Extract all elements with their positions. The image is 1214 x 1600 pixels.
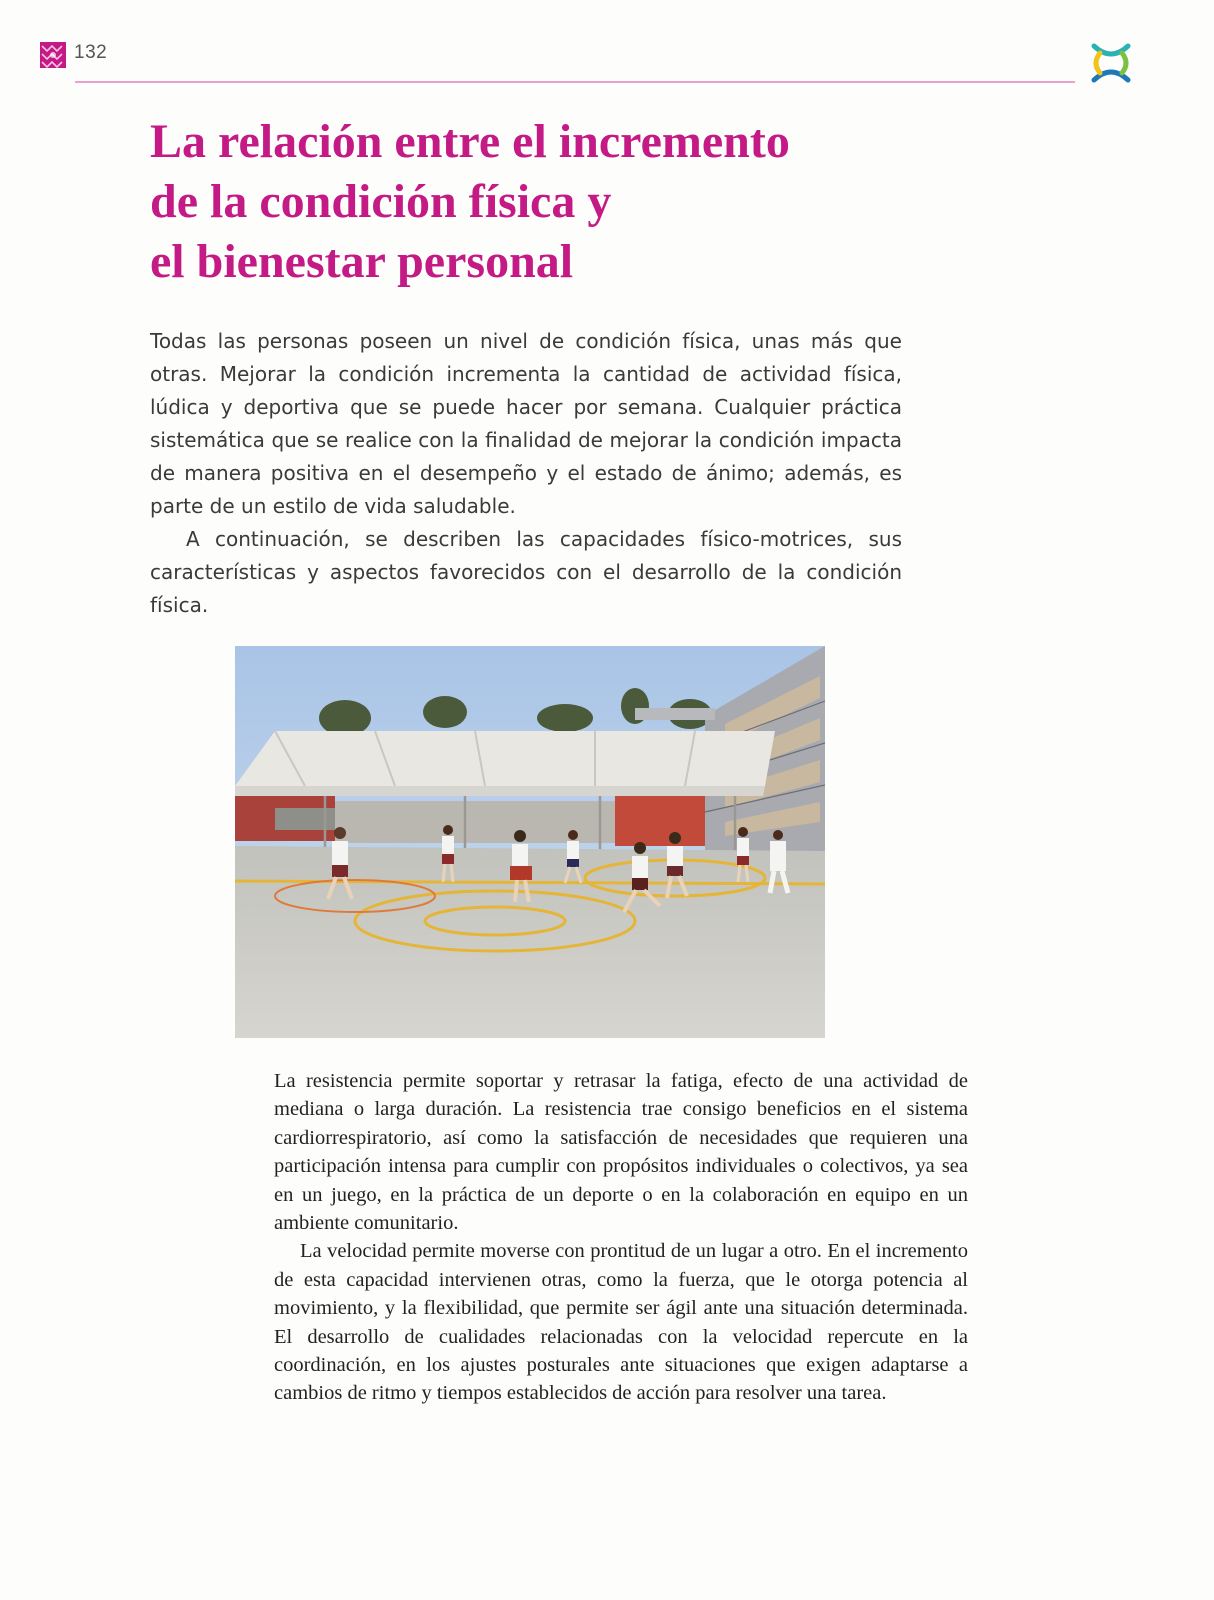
header-rule xyxy=(75,81,1075,83)
schoolyard-photo xyxy=(235,646,825,1038)
page-number: 132 xyxy=(74,42,108,63)
title-line: el bienestar personal xyxy=(150,235,574,288)
patterned-square-icon xyxy=(40,42,66,68)
intertwined-figures-logo-icon xyxy=(1088,40,1134,86)
intro-paragraph: Todas las personas poseen un nivel de condición física, unas más que otras. Mejorar la condición incrementa la cantidad de actividad física, lúdica y deportiva que se puede hacer por semana. Cualquier práctica sistemática que se realice con la finalidad de mejorar la condición impacta de manera positiva en el desempeño y el estado de ánimo; además, es parte de un estilo de vida saludable. xyxy=(150,329,902,518)
intro-text xyxy=(150,325,902,622)
page-header xyxy=(0,0,1214,90)
body-paragraph: La resistencia permite soportar y retrasar la fatiga, efecto de una actividad de mediana o larga duración. La resistencia trae consigo beneficios en el sistema cardiorrespiratorio, así como la satisfacción de necesidades que requieren una participación intensa para cumplir con propósitos individuales o colectivos, ya sea en un juego, en la práctica de un deporte o en la colaboración en equipo en un ambiente comunitario. xyxy=(274,1070,968,1235)
page-title xyxy=(150,112,910,292)
schoolyard-illustration xyxy=(235,646,825,1038)
intro-paragraph: A continuación, se describen las capacidades físico-motrices, sus características y aspectos favorecidos con el desarrollo de la condición física. xyxy=(150,527,902,617)
body-text xyxy=(274,1067,968,1408)
title-line: La relación entre el incremento xyxy=(150,115,790,168)
title-line: de la condición física y xyxy=(150,175,612,228)
body-paragraph: La velocidad permite moverse con prontitud de un lugar a otro. En el incremento de esta capacidad intervienen otras, como la fuerza, que le otorga potencia al movimiento, y la flexibilidad, que permite ser ágil ante una situación determinada. El desarrollo de cualidades relacionadas con la velocidad repercute en la coordinación, en los ajustes posturales ante situaciones que exigen adaptarse a cambios de ritmo y tiempos establecidos de acción para resolver una tarea. xyxy=(274,1240,968,1405)
